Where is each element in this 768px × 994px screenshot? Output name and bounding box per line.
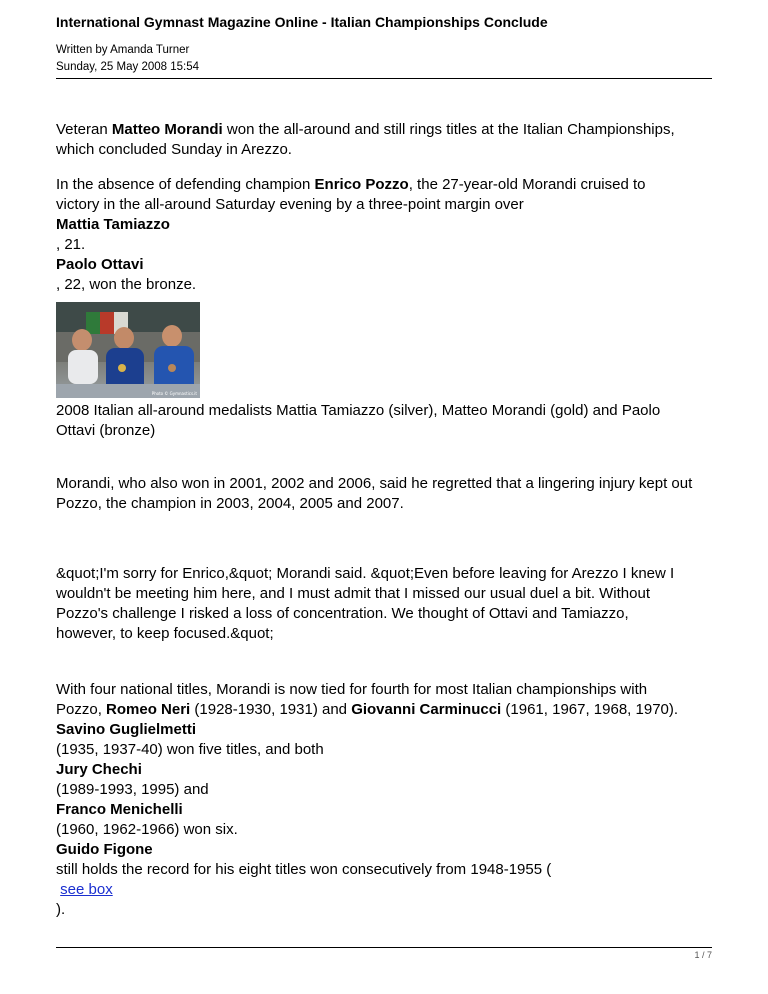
page-title: International Gymnast Magazine Online - Italian Championships Conclude <box>56 14 548 30</box>
paragraph-4-line-2: wouldn't be meeting him here, and I must admit that I missed our usual duel a bit. Without <box>56 585 651 602</box>
athlete-name: Jury Chechi <box>56 761 142 778</box>
paragraph-5-line-4: (1935, 1937-40) won five titles, and both <box>56 741 324 758</box>
paragraph-2-line-1 <box>56 175 646 195</box>
footer-divider <box>56 947 712 948</box>
medalists-photo-illustration <box>56 302 200 398</box>
paragraph-3-line-1: Morandi, who also won in 2001, 2002 and 2006, said he regretted that a lingering injury kept out <box>56 475 693 492</box>
athlete-name: Mattia Tamiazzo <box>56 216 170 233</box>
athlete-name: Enrico Pozzo <box>314 176 409 193</box>
athlete-name: Giovanni Carminucci <box>351 701 502 718</box>
text-run: Veteran <box>56 121 112 138</box>
text-run: (1928-1930, 1931) and <box>190 701 352 718</box>
page-number: 1 / 7 <box>694 950 712 960</box>
photo-caption-line-1: 2008 Italian all-around medalists Mattia Tamiazzo (silver), Matteo Morandi (gold) and Paolo <box>56 402 661 419</box>
paragraph-5-line-12: ). <box>56 901 66 918</box>
paragraph-5-line-10: still holds the record for his eight titles won consecutively from 1948-1955 ( <box>56 861 552 878</box>
see-box-link[interactable]: see box <box>60 881 113 898</box>
text-run: In the absence of defending champion <box>56 176 315 193</box>
athlete-name: Guido Figone <box>56 841 153 858</box>
paragraph-5-line-8: (1960, 1962-1966) won six. <box>56 821 238 838</box>
medalists-photo <box>56 302 200 398</box>
photo-caption-line-2: Ottavi (bronze) <box>56 422 156 439</box>
paragraph-4-line-3: Pozzo's challenge I risked a loss of concentration. We thought of Ottavi and Tamiazzo, <box>56 605 629 622</box>
paragraph-2-line-4: , 21. <box>56 236 86 253</box>
paragraph-5-line-6: (1989-1993, 1995) and <box>56 781 209 798</box>
paragraph-3-line-2: Pozzo, the champion in 2003, 2004, 2005 and 2007. <box>56 495 404 512</box>
paragraph-4-line-1: &quot;I'm sorry for Enrico,&quot; Morandi said. &quot;Even before leaving for Arezzo I knew I <box>56 565 675 582</box>
text-run: , the 27-year-old Morandi cruised to <box>408 176 646 193</box>
text-run: (1961, 1967, 1968, 1970). <box>501 701 679 718</box>
athlete-name: Matteo Morandi <box>111 121 223 138</box>
paragraph-2-line-2: victory in the all-around Saturday evening by a three-point margin over <box>56 196 524 213</box>
photo-credit: Photo © Gymnastics.it <box>151 391 197 396</box>
paragraph-1-line-2: which concluded Sunday in Arezzo. <box>56 141 292 158</box>
athlete-name: Romeo Neri <box>106 701 191 718</box>
paragraph-5-line-1: With four national titles, Morandi is now tied for fourth for most Italian championships with <box>56 681 648 698</box>
paragraph-4-line-4: however, to keep focused.&quot; <box>56 625 274 642</box>
text-run: won the all-around and still rings titles at the Italian Championships, <box>222 121 675 138</box>
paragraph-1-line-1 <box>56 120 675 140</box>
text-run: Pozzo, <box>56 701 107 718</box>
paragraph-5-line-2 <box>56 700 678 720</box>
date-line: Sunday, 25 May 2008 15:54 <box>56 61 200 73</box>
header-divider <box>56 78 712 79</box>
athlete-name: Paolo Ottavi <box>56 256 144 273</box>
paragraph-2-line-6: , 22, won the bronze. <box>56 276 197 293</box>
author-line: Written by Amanda Turner <box>56 44 190 56</box>
athlete-name: Savino Guglielmetti <box>56 721 197 738</box>
athlete-name: Franco Menichelli <box>56 801 183 818</box>
see-box-line <box>56 880 113 900</box>
